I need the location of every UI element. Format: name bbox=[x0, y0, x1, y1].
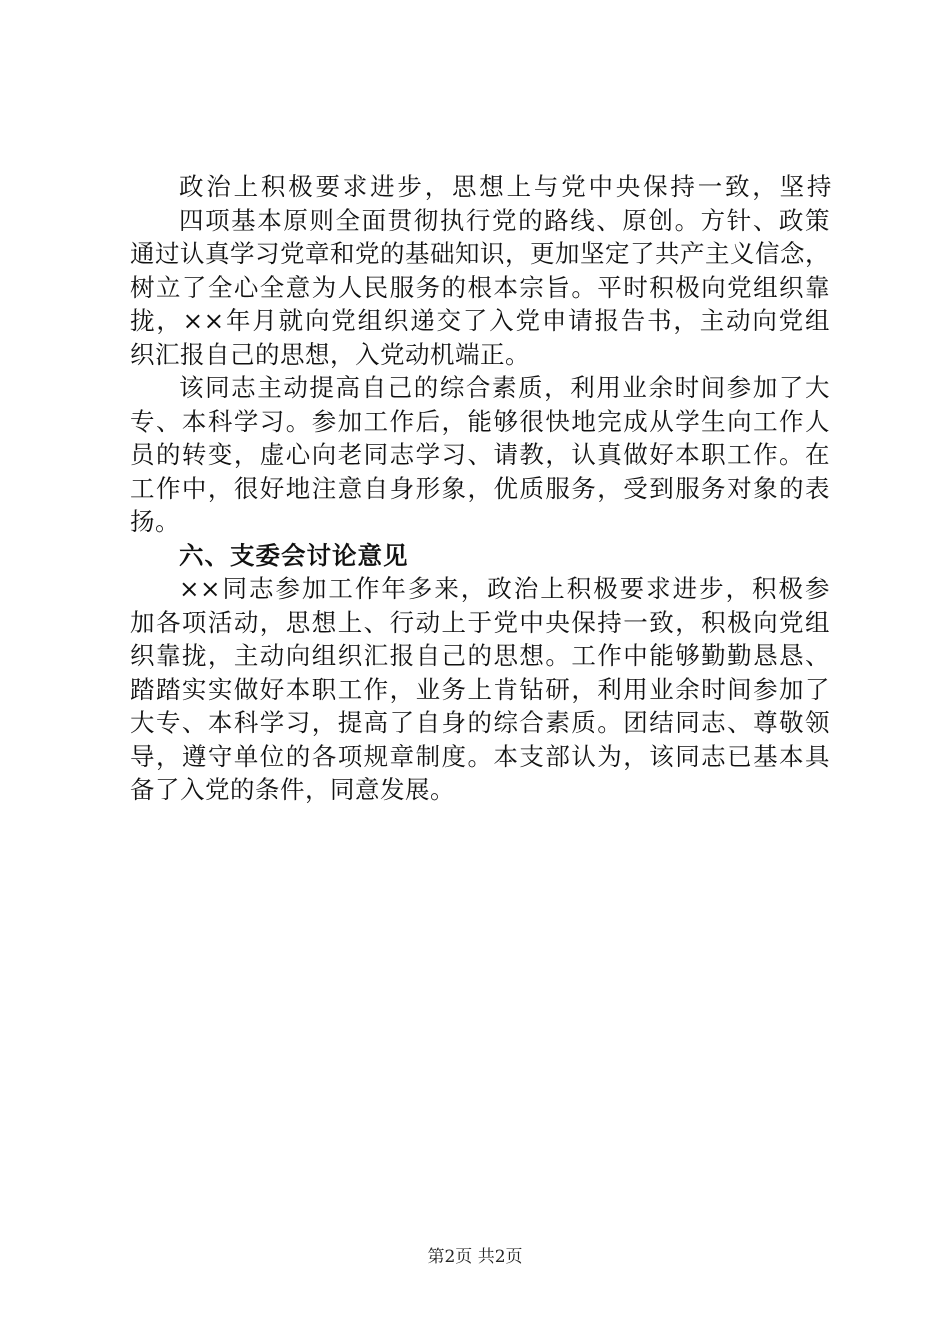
paragraph-line: ××同志参加工作年多来，政治上积极要求进步，积极参 bbox=[179, 574, 830, 603]
paragraph-line: 树立了全心全意为人民服务的根本宗旨。平时积极向党组织靠 bbox=[130, 272, 830, 302]
paragraph-line: 加各项活动，思想上、行动上于党中央保持一致，积极向党组 bbox=[130, 607, 830, 637]
paragraph-line: 工作中，很好地注意自身形象，优质服务，受到服务对象的表 bbox=[130, 473, 830, 503]
paragraph-line: 四项基本原则全面贯彻执行党的路线、原创。方针、政策 bbox=[179, 205, 830, 235]
paragraph-line: 该同志主动提高自己的综合素质，利用业余时间参加了大 bbox=[179, 373, 830, 402]
paragraph-line: 备了入党的条件，同意发展。 bbox=[130, 775, 455, 804]
paragraph-line: 踏踏实实做好本职工作，业务上肯钻研，利用业余时间参加了 bbox=[130, 674, 830, 704]
page-number: 第2页 共2页 bbox=[427, 1247, 523, 1267]
paragraph-line: 政治上积极要求进步，思想上与党中央保持一致，坚持 bbox=[179, 172, 835, 201]
paragraph-line: 通过认真学习党章和党的基础知识，更加坚定了共产主义信念， bbox=[130, 239, 830, 268]
paragraph-line: 员的转变，虚心向老同志学习、请教，认真做好本职工作。在 bbox=[130, 440, 830, 469]
paragraph-line: 专、本科学习。参加工作后，能够很快地完成从学生向工作人 bbox=[130, 406, 830, 436]
paragraph-line: 织靠拢，主动向组织汇报自己的思想。工作中能够勤勤恳恳、 bbox=[130, 641, 830, 670]
section-heading: 六、支委会讨论意见 bbox=[179, 540, 409, 570]
document-body bbox=[130, 170, 835, 807]
paragraph-line: 扬。 bbox=[130, 507, 180, 536]
paragraph-line: 导，遵守单位的各项规章制度。本支部认为，该同志已基本具 bbox=[130, 741, 830, 771]
paragraph-line: 大专、本科学习，提高了自身的综合素质。团结同志、尊敬领 bbox=[130, 708, 830, 737]
paragraph-line: 拢，××年月就向党组织递交了入党申请报告书，主动向党组 bbox=[130, 306, 830, 335]
paragraph-line: 织汇报自己的思想，入党动机端正。 bbox=[130, 339, 530, 369]
